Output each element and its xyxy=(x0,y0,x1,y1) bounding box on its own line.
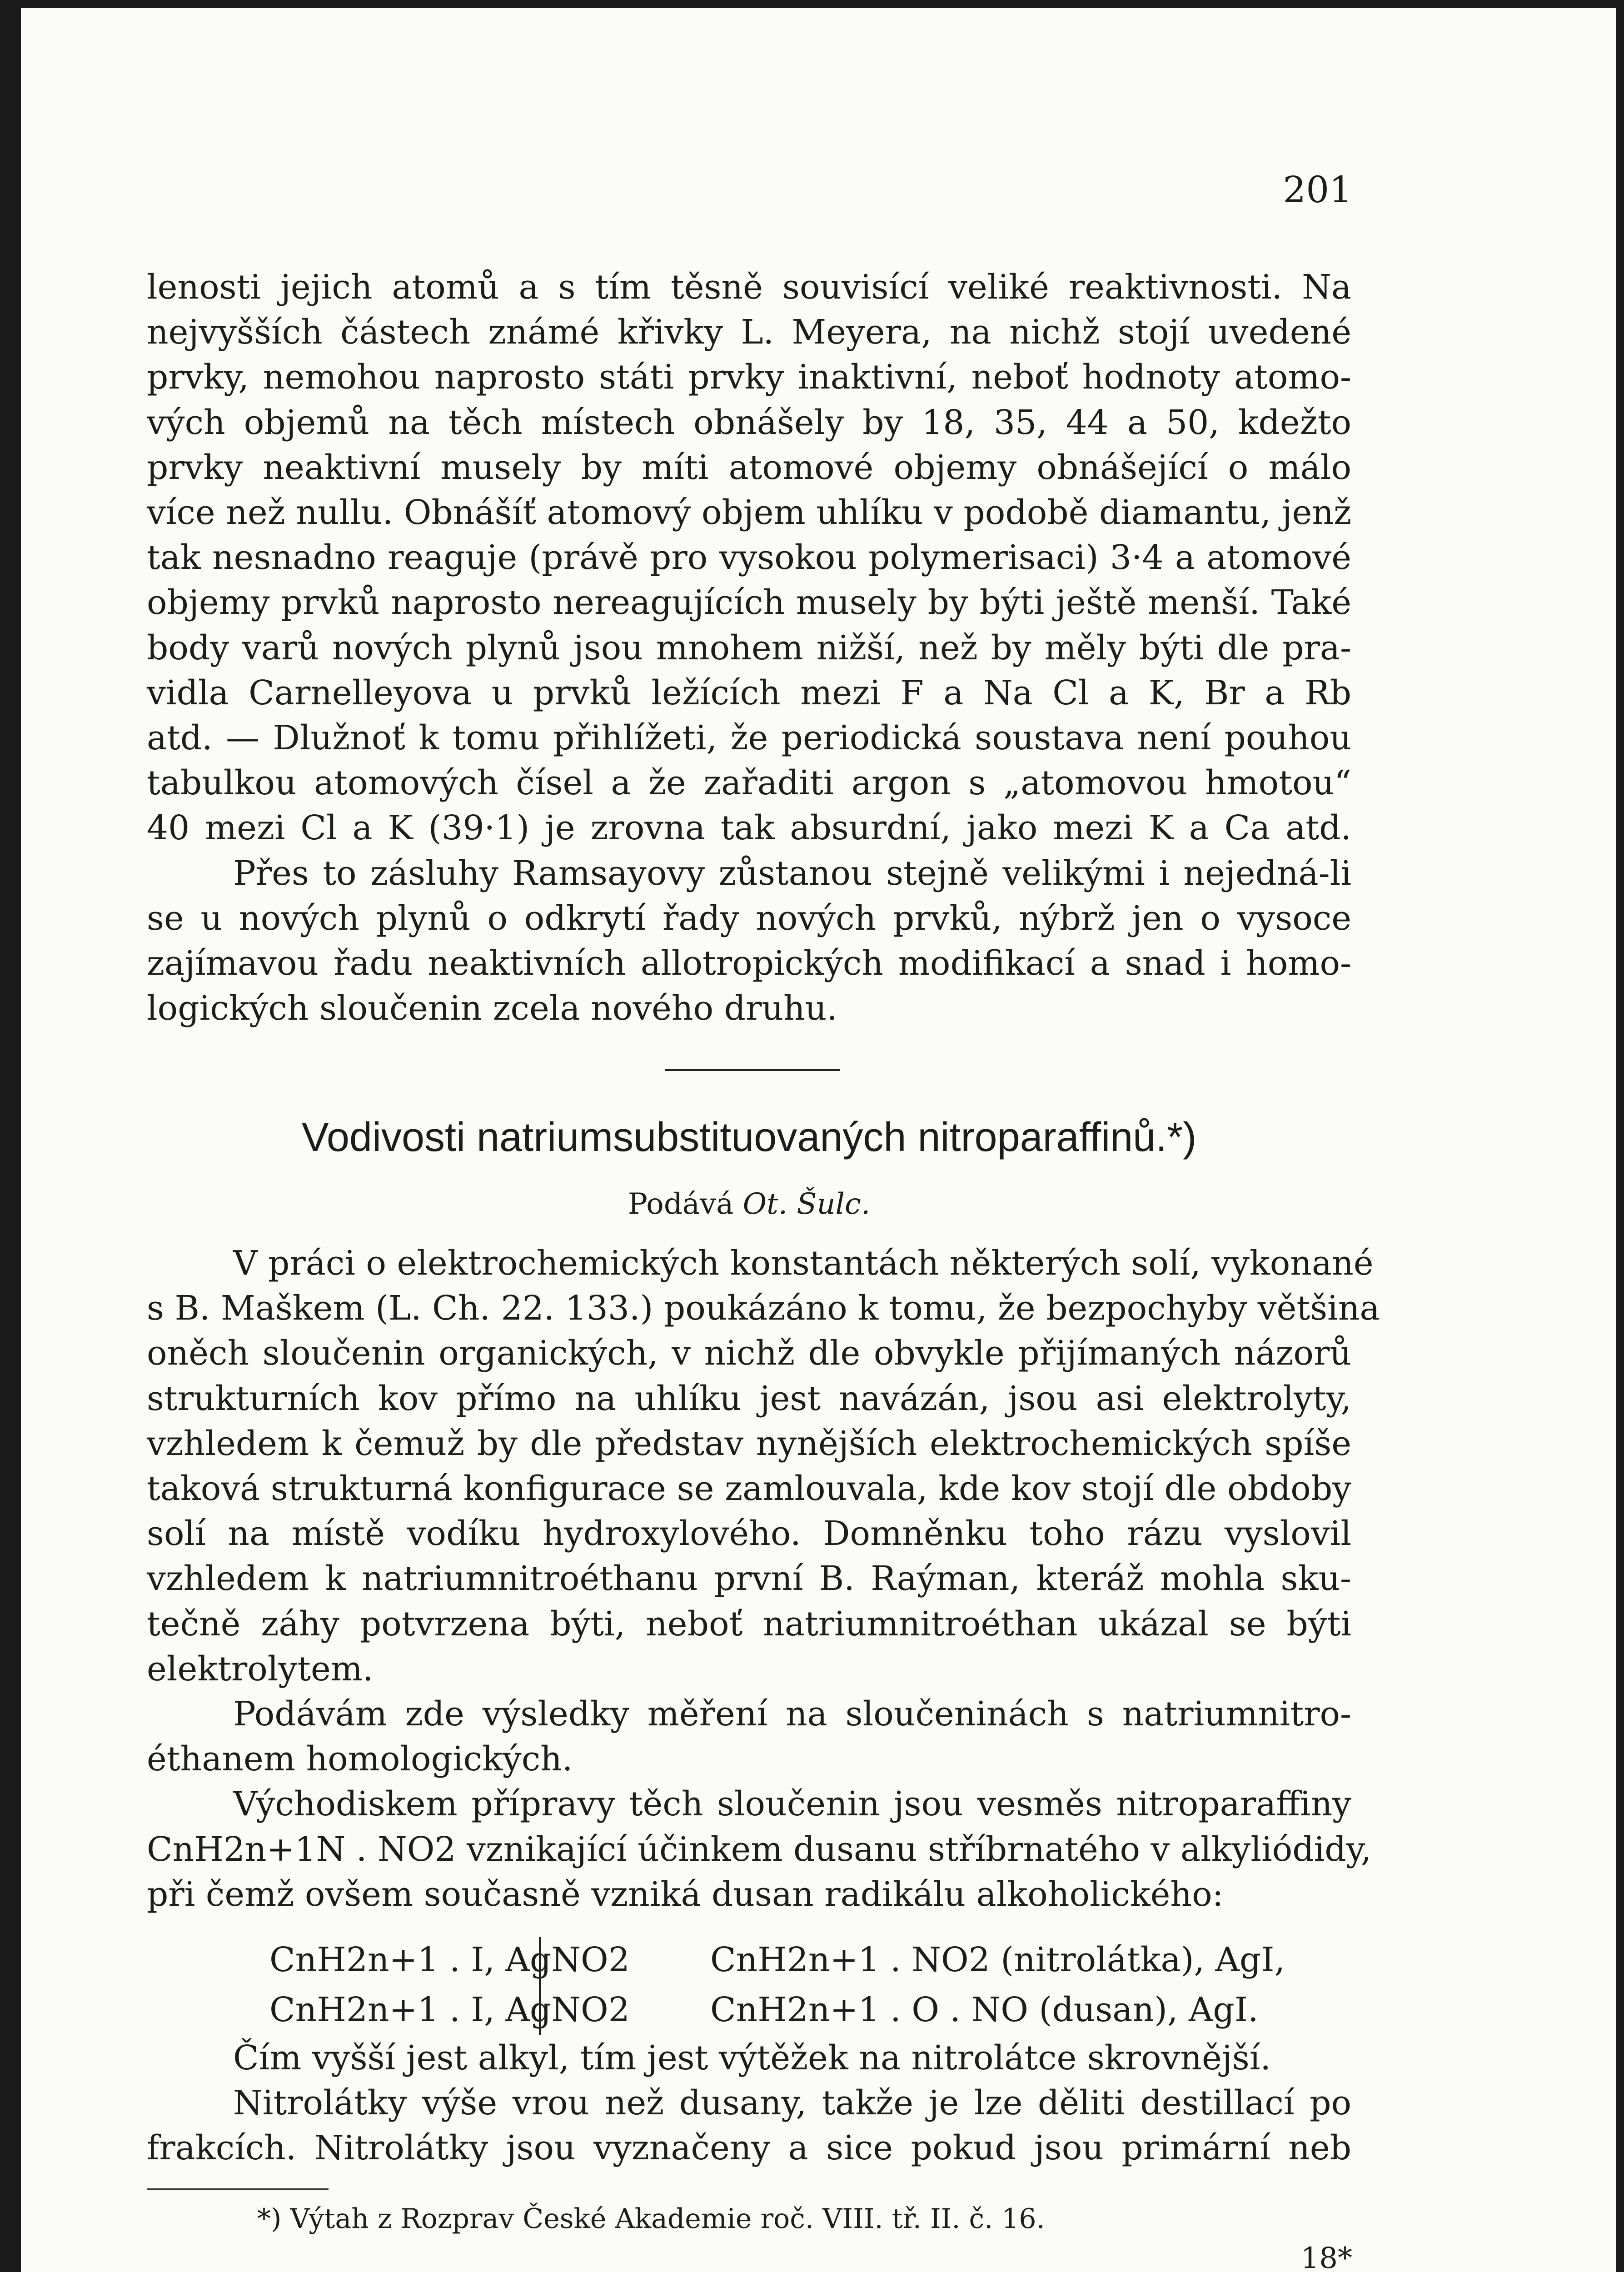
text-line: V práci o elektrochemických konstantách některých solí, vykonané xyxy=(233,1244,1374,1283)
text-line: s B. Maškem (L. Ch. 22. 133.) poukázáno k tomu, že bezpochyby většina xyxy=(147,1289,1380,1328)
formula-left: CnH2n+1 . I, AgNO2 xyxy=(269,1990,630,2029)
text-line: prvky, nemohou naprosto státi prvky inaktivní, neboť hodnoty atomo- xyxy=(147,358,1351,397)
formula-left: CnH2n+1 . I, AgNO2 xyxy=(269,1940,630,1979)
text-line: strukturních kov přímo na uhlíku jest navázán, jsou asi elektrolyty, xyxy=(147,1379,1351,1418)
formula-right: CnH2n+1 . O . NO (dusan), AgI. xyxy=(710,1990,1259,2029)
text-line: vzhledem k čemuž by dle představ nynějších elektrochemických spíše xyxy=(147,1424,1351,1463)
text-line: vzhledem k natriumnitroéthanu první B. Raýman, kteráž mohla sku- xyxy=(147,1559,1351,1599)
footnote: *) Výtah z Rozprav České Akademie roč. VIII. tř. II. č. 16. xyxy=(257,2203,1045,2235)
text-line: solí na místě vodíku hydroxylového. Domněnku toho rázu vyslovil xyxy=(147,1514,1351,1554)
document-page xyxy=(21,8,1616,2272)
article-body xyxy=(147,1241,1380,1917)
text-line: taková strukturná konfigurace se zamlouvala, kde kov stojí dle obdoby xyxy=(147,1469,1351,1509)
section-divider xyxy=(665,1069,840,1071)
intro-paragraph xyxy=(147,265,1351,1031)
text-line: tabulkou atomových čísel a že zařaditi argon s „atomovou hmotou“ xyxy=(147,763,1351,803)
text-line: nejvyšších částech známé křivky L. Meyera, na nichž stojí uvedené xyxy=(147,313,1351,352)
formula-divider xyxy=(539,1937,541,2035)
text-line: éthanem homologických. xyxy=(147,1739,573,1779)
text-line: Východiskem přípravy těch sloučenin jsou vesměs nitroparaffiny xyxy=(233,1784,1351,1824)
byline-prefix: Podává xyxy=(628,1187,734,1221)
text-line: oněch sloučenin organických, v nichž dle obvykle přijímaných názorů xyxy=(147,1334,1351,1373)
text-line: vidla Carnelleyova u prvků ležících mezi F a Na Cl a K, Br a Rb xyxy=(147,673,1351,712)
formula-row xyxy=(147,1935,1351,1985)
text-line: Podávám zde výsledky měření na sloučeninách s natriumnitro- xyxy=(233,1694,1351,1734)
text-line: atd. — Dlužnoť k tomu přihlížeti, že periodická soustava není pouhou xyxy=(147,718,1351,758)
printer-signature: 18* xyxy=(1300,2242,1352,2272)
text-line: lenosti jejich atomů a s tím těsně souvisící veliké reaktivnosti. Na xyxy=(147,268,1351,307)
text-line: více než nullu. Obnášíť atomový objem uhlíku v podobě diamantu, jenž xyxy=(147,493,1351,533)
text-line: zajímavou řadu neaktivních allotropických modifikací a snad i homo- xyxy=(147,944,1351,983)
article-title: Vodivosti natriumsubstituovaných nitroparaffinů.*) xyxy=(301,1115,1197,1160)
text-line: tak nesnadno reaguje (právě pro vysokou polymerisaci) 3·4 a atomové xyxy=(147,538,1351,578)
text-line: Přes to zásluhy Ramsayovy zůstanou stejně velikými i nejedná-li xyxy=(233,853,1351,893)
text-line: při čemž ovšem současně vzniká dusan radikálu alkoholického: xyxy=(147,1874,1224,1914)
page-number: 201 xyxy=(1283,169,1352,211)
article-byline xyxy=(147,1187,1351,1221)
text-line: se u nových plynů o odkrytí řady nových prvků, nýbrž jen o vysoce xyxy=(147,898,1351,938)
article-body-continued xyxy=(147,2036,1351,2171)
text-line: vých objemů na těch místech obnášely by 18, 35, 44 a 50, kdežto xyxy=(147,403,1351,442)
footnote-rule xyxy=(147,2188,329,2190)
text-line: 40 mezi Cl a K (39·1) je zrovna tak absurdní, jako mezi K a Ca atd. xyxy=(147,808,1351,848)
reaction-formulas xyxy=(147,1935,1351,2035)
text-line: frakcích. Nitrolátky jsou vyznačeny a sice pokud jsou primární neb xyxy=(147,2128,1351,2168)
formula-right: CnH2n+1 . NO2 (nitrolátka), AgI, xyxy=(710,1940,1285,1979)
text-line: CnH2n+1N . NO2 vznikající účinkem dusanu stříbrnatého v alkyliódidy, xyxy=(147,1829,1372,1869)
text-line: Čím vyšší jest alkyl, tím jest výtěžek na nitrolátce skrovnější. xyxy=(233,2038,1271,2078)
text-line: Nitrolátky výše vrou než dusany, takže je lze děliti destillací po xyxy=(233,2083,1351,2123)
text-line: elektrolytem. xyxy=(147,1649,374,1689)
text-line: logických sloučenin zcela nového druhu. xyxy=(147,989,837,1028)
text-line: objemy prvků naprosto nereagujících musely by býti ještě menší. Také xyxy=(147,583,1351,623)
text-line: body varů nových plynů jsou mnohem nižší, než by měly býti dle pra- xyxy=(147,628,1351,668)
byline-author: Ot. Šulc. xyxy=(742,1187,871,1221)
formula-row xyxy=(147,1985,1351,2035)
text-line: prvky neaktivní musely by míti atomové objemy obnášející o málo xyxy=(147,448,1351,487)
text-line: tečně záhy potvrzena býti, neboť natriumnitroéthan ukázal se býti xyxy=(147,1604,1351,1644)
